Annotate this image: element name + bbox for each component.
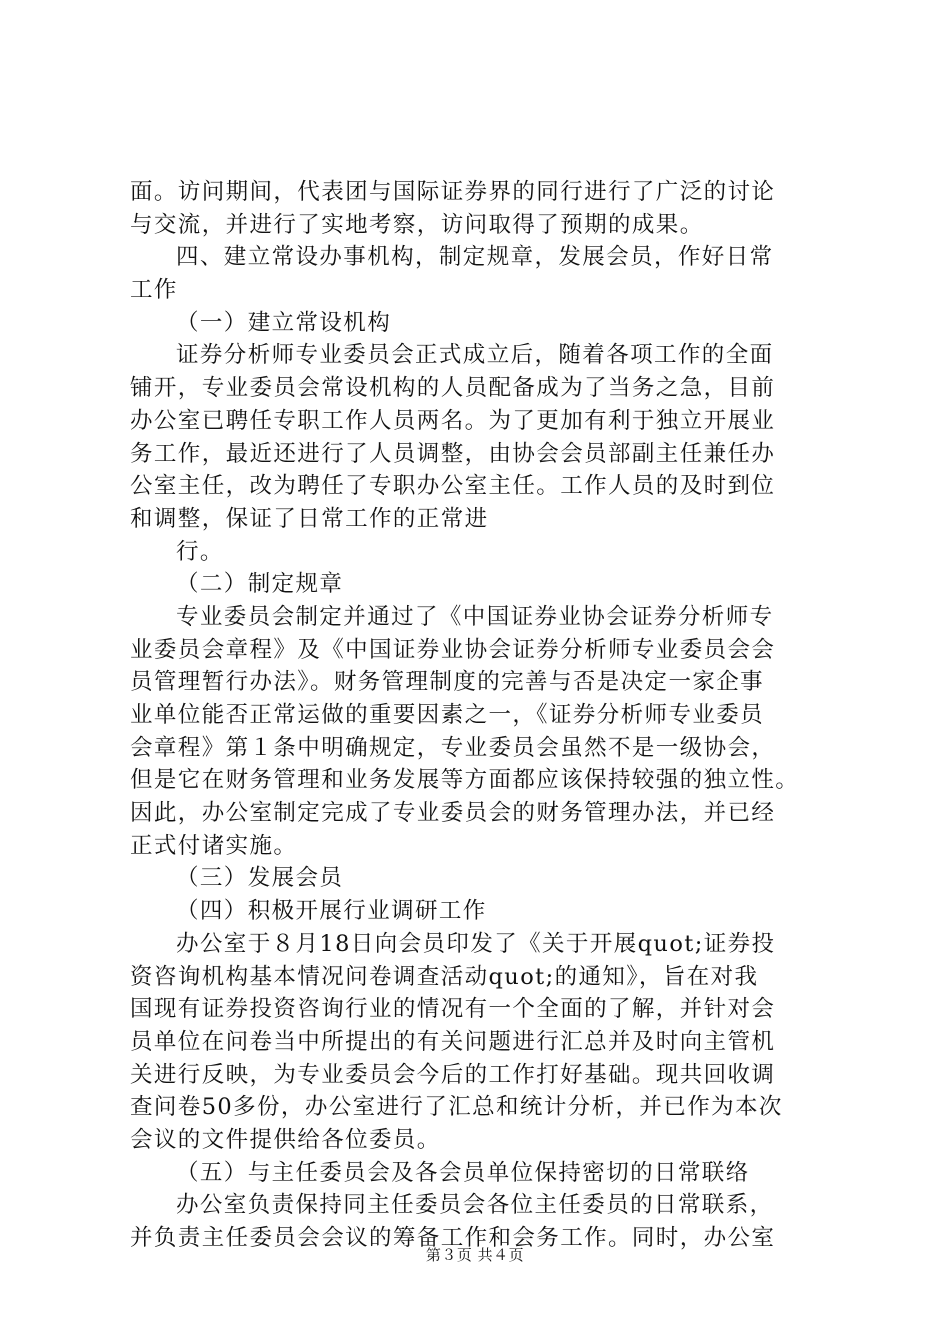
text-line: 查问卷50多份，办公室进行了汇总和统计分析，并已作为本次 (130, 1094, 783, 1121)
text-line: 行。 (176, 538, 224, 565)
paragraph-start: 专业委员会制定并通过了《中国证券业协会证券分析师专 (176, 603, 774, 630)
text-line: 会章程》第１条中明确规定，专业委员会虽然不是一级协会， (130, 734, 776, 761)
text-line: 与交流，并进行了实地考察，访问取得了预期的成果。 (130, 211, 704, 238)
subsection-heading: （五）与主任委员会及各会员单位保持密切的日常联络 (176, 1159, 750, 1186)
document-body (130, 176, 830, 1255)
text-line: 公室主任，改为聘任了专职办公室主任。工作人员的及时到位 (130, 473, 776, 500)
text-line: 和调整，保证了日常工作的正常进 (130, 505, 489, 532)
paragraph-start: 证券分析师专业委员会正式成立后，随着各项工作的全面 (176, 342, 774, 369)
text-line: 业单位能否正常运做的重要因素之一，《证券分析师专业委员 (130, 702, 765, 728)
text-line: 会议的文件提供给各位委员。 (130, 1126, 441, 1153)
subsection-heading: （四）积极开展行业调研工作 (176, 898, 487, 925)
text-line: 资咨询机构基本情况问卷调查活动quot;的通知》，旨在对我 (130, 963, 759, 990)
text-line: 正式付诸实施。 (130, 832, 298, 859)
text-line: 因此，办公室制定完成了专业委员会的财务管理办法，并已经 (130, 800, 776, 827)
text-line: 面。访问期间，代表团与国际证券界的同行进行了广泛的讨论 (130, 179, 776, 205)
subsection-heading: （二）制定规章 (176, 571, 344, 598)
text-line: 员管理暂行办法》。财务管理制度的完善与否是决定一家企事 (130, 669, 765, 696)
section-heading: 四、建立常设办事机构，制定规章，发展会员，作好日常 (176, 244, 774, 271)
text-line: 务工作，最近还进行了人员调整，由协会会员部副主任兼任办 (130, 440, 776, 467)
paragraph-start: 办公室于８月18日向会员印发了《关于开展quot;证券投 (176, 930, 776, 957)
page-number-footer: 第３页 共４页 (425, 1246, 525, 1264)
text-line: 铺开，专业委员会常设机构的人员配备成为了当务之急，目前 (130, 375, 776, 402)
text-line: 员单位在问卷当中所提出的有关问题进行汇总并及时向主管机 (130, 1028, 776, 1055)
text-line: 国现有证券投资咨询行业的情况有一个全面的了解，并针对会 (130, 996, 776, 1023)
paragraph-start: 办公室负责保持同主任委员会各位主任委员的日常联系， (176, 1192, 774, 1219)
section-heading-continued: 工作 (130, 277, 178, 304)
text-line: 办公室已聘任专职工作人员两名。为了更加有利于独立开展业 (130, 407, 776, 434)
text-line: 业委员会章程》及《中国证券业协会证券分析师专业委员会会 (130, 636, 776, 663)
subsection-heading: （三）发展会员 (176, 865, 344, 892)
text-line: 但是它在财务管理和业务发展等方面都应该保持较强的独立性。 (130, 767, 800, 794)
text-line: 并负责主任委员会会议的筹备工作和会务工作。同时，办公室 (130, 1225, 776, 1251)
text-line: 关进行反映，为专业委员会今后的工作打好基础。现共回收调 (130, 1061, 776, 1088)
subsection-heading: （一）建立常设机构 (176, 309, 392, 336)
